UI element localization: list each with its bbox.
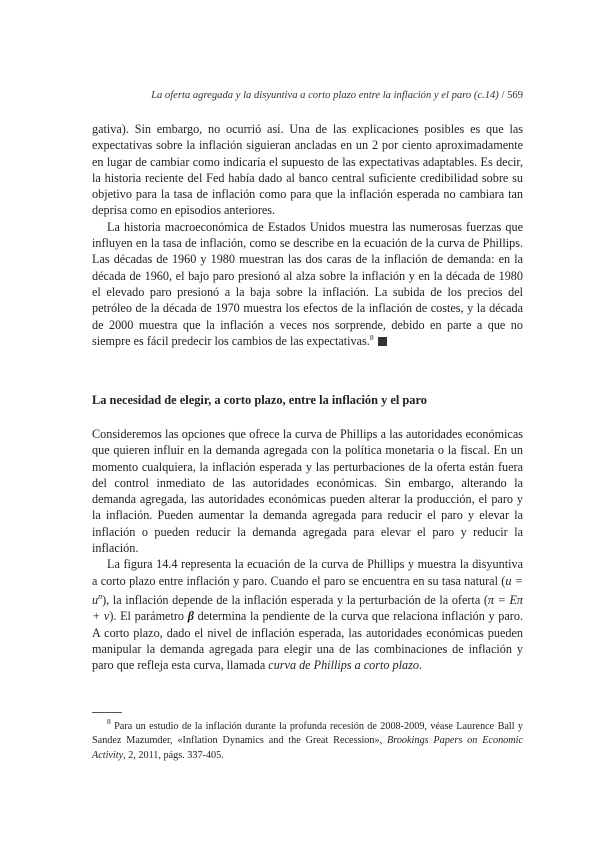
paragraph-4-part-d: determina la pendiente de la curva que relaciona inflación y paro. A corto plazo, dado el nivel de inflación esperada, las autoridades económicas pueden manipular la demanda agregada para elegir una de las combinaciones de inflación y paro que refleja esta curva, llamada xyxy=(92,609,523,673)
footnote-number: 8 xyxy=(107,717,111,726)
inflation-equation: π = Eπ + v xyxy=(92,593,523,624)
paragraph-2-text: La historia macroeconómica de Estados Unidos muestra las numerosas fuerzas que influyen en la tasa de inflación, como se describe en la ecuación de la curva de Phillips. Las décadas de 1960 y 1980 muestran las dos caras de la inflación de demanda: en la década de 1960, el bajo paro presionó al alza sobre la inflación y en la década de 1980 el elevado paro presionó a la baja sobre la inflación. La subida de los precios del petróleo de la década de 1970 muestra los efectos de la inflación de costes, y la década de 2000 muestra que la inflación a veces nos sorprende, debido en parte a que no siempre es fácil predecir los cambios de las expectativas. xyxy=(92,219,523,348)
footnote-journal: Brookings Papers on Economic Activity xyxy=(92,735,523,761)
footnote-text xyxy=(92,717,524,763)
footnote-ref-8[interactable]: 8 xyxy=(369,332,374,342)
footnote-divider xyxy=(92,712,122,713)
paragraph-4 xyxy=(92,556,523,673)
section-heading: La necesidad de elegir, a corto plazo, entre la inflación y el paro xyxy=(92,393,427,407)
short-run-phillips-term: curva de Phillips a corto plazo xyxy=(268,658,419,673)
natural-rate-superscript: n xyxy=(98,591,103,601)
body-block-top xyxy=(92,121,523,349)
paragraph-4-part-c: ). El parámetro xyxy=(109,609,188,624)
footnote-text-a: Para un estudio de la inflación durante la profunda recesión de 2008-2009, véase Laurence Ball y Sandez Mazumder, «Inflation Dynamics and the Great Recession», xyxy=(92,721,524,747)
header-title: La oferta agregada y la disyuntiva a corto plazo entre la inflación y el paro (c.14) xyxy=(151,90,499,101)
running-header xyxy=(0,90,523,101)
natural-rate-lhs: u = u xyxy=(92,573,523,608)
footnote-text-b: , 2, 2011, págs. 337-405. xyxy=(123,749,224,761)
paragraph-4-part-a: La figura 14.4 representa la ecuación de la curva de Phillips y muestra la disyuntiva a corto plazo entre inflación y paro. Cuando el paro se encuentra en su tasa natural ( xyxy=(92,557,523,588)
paragraph-2 xyxy=(92,219,523,349)
paragraph-3: Consideremos las opciones que ofrece la curva de Phillips a las autoridades económicas que quieren influir en la demanda agregada con la política monetaria o la fiscal. En un momento cualquiera, la inflación esperada y las perturbaciones de la oferta están fuera del control inmediato de las autoridades económicas. Sin embargo, alterando la demanda agregada, las autoridades económicas pueden alterar la producción, el paro y la inflación. Pueden aumentar la demanda agregada para reducir el paro y elevar la inflación o pueden reducir la demanda agregada para elevar el paro y reducir la inflación. xyxy=(92,427,523,556)
paragraph-4-part-b: ), la inflación depende de la inflación esperada y la perturbación de la oferta ( xyxy=(102,593,488,608)
beta-symbol: β xyxy=(187,609,194,624)
header-page-number: 569 xyxy=(507,90,523,101)
footnote-8 xyxy=(92,717,524,763)
paragraph-4-end: . xyxy=(418,658,422,673)
end-of-box-square-icon xyxy=(378,337,387,346)
body-block-bottom xyxy=(92,426,523,674)
header-separator: / xyxy=(501,90,505,101)
paragraph-1: gativa). Sin embargo, no ocurrió así. Una de las explicaciones posibles es que las expectativas sobre la inflación siguieran ancladas en un 2 por ciento aproximadamente en lugar de cambiar como indicaría el supuesto de las expectativas adaptables. Es decir, la historia reciente del Fed había dado al banco central suficiente credibilidad sobre su objetivo para la tasa de inflación como para que la inflación esperada no cambiara tan deprisa como en episodios anteriores. xyxy=(92,122,523,218)
